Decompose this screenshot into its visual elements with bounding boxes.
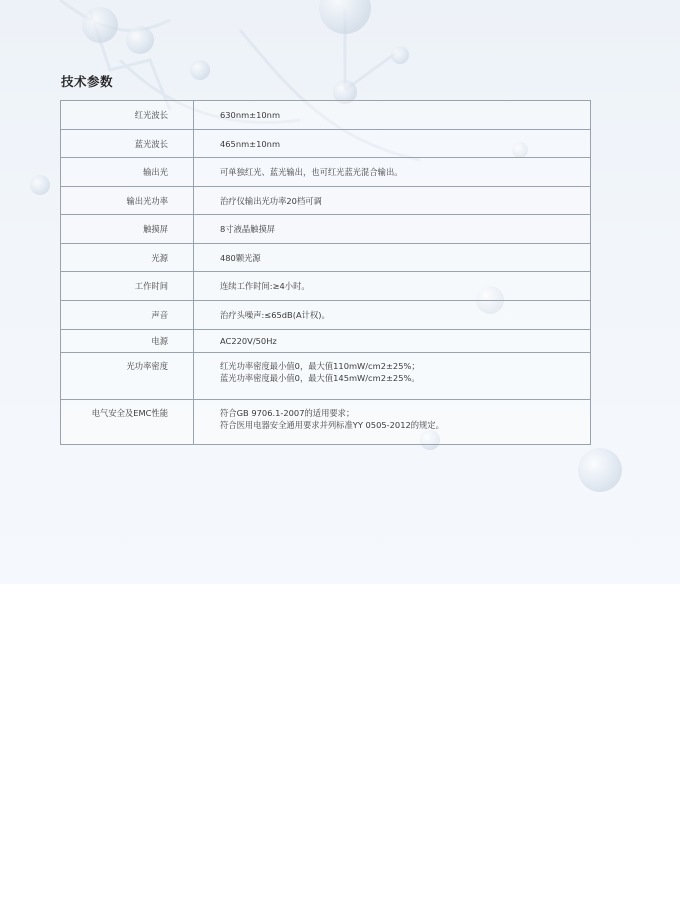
param-value: AC220V/50Hz [194, 330, 591, 353]
param-value: 红光功率密度最小值0，最大值110mW/cm2±25%； 蓝光功率密度最小值0，最大值145mW/cm2±25%。 [194, 353, 591, 400]
table-row [61, 215, 591, 244]
table-row [61, 244, 591, 272]
table-row [61, 101, 591, 130]
table-row [61, 158, 591, 187]
parameters-table [60, 100, 591, 445]
param-label: 触摸屏 [61, 215, 194, 244]
param-value: 治疗头噪声:≤65dB(A计权)。 [194, 301, 591, 330]
param-value: 可单独红光、蓝光输出，也可红光蓝光混合输出。 [194, 158, 591, 187]
param-value: 连续工作时间:≥4小时。 [194, 272, 591, 301]
table-row [61, 400, 591, 445]
param-label: 红光波长 [61, 101, 194, 130]
param-value: 630nm±10nm [194, 101, 591, 130]
param-label: 工作时间 [61, 272, 194, 301]
table-row [61, 272, 591, 301]
table-row [61, 130, 591, 158]
table-row [61, 187, 591, 215]
table-row [61, 330, 591, 353]
param-label: 电气安全及EMC性能 [61, 400, 194, 445]
param-label: 输出光功率 [61, 187, 194, 215]
table-row [61, 301, 591, 330]
param-value: 治疗仪输出光功率20档可调 [194, 187, 591, 215]
table-row [61, 353, 591, 400]
section-title: 技术参数 [61, 74, 114, 89]
param-label: 光功率密度 [61, 353, 194, 400]
param-value: 465nm±10nm [194, 130, 591, 158]
param-label: 输出光 [61, 158, 194, 187]
param-label: 电源 [61, 330, 194, 353]
param-value: 480颗光源 [194, 244, 591, 272]
param-value: 符合GB 9706.1-2007的适用要求； 符合医用电器安全通用要求并列标准YY 0505-2012的规定。 [194, 400, 591, 445]
param-label: 光源 [61, 244, 194, 272]
param-value: 8寸液晶触摸屏 [194, 215, 591, 244]
param-label: 蓝光波长 [61, 130, 194, 158]
param-label: 声音 [61, 301, 194, 330]
